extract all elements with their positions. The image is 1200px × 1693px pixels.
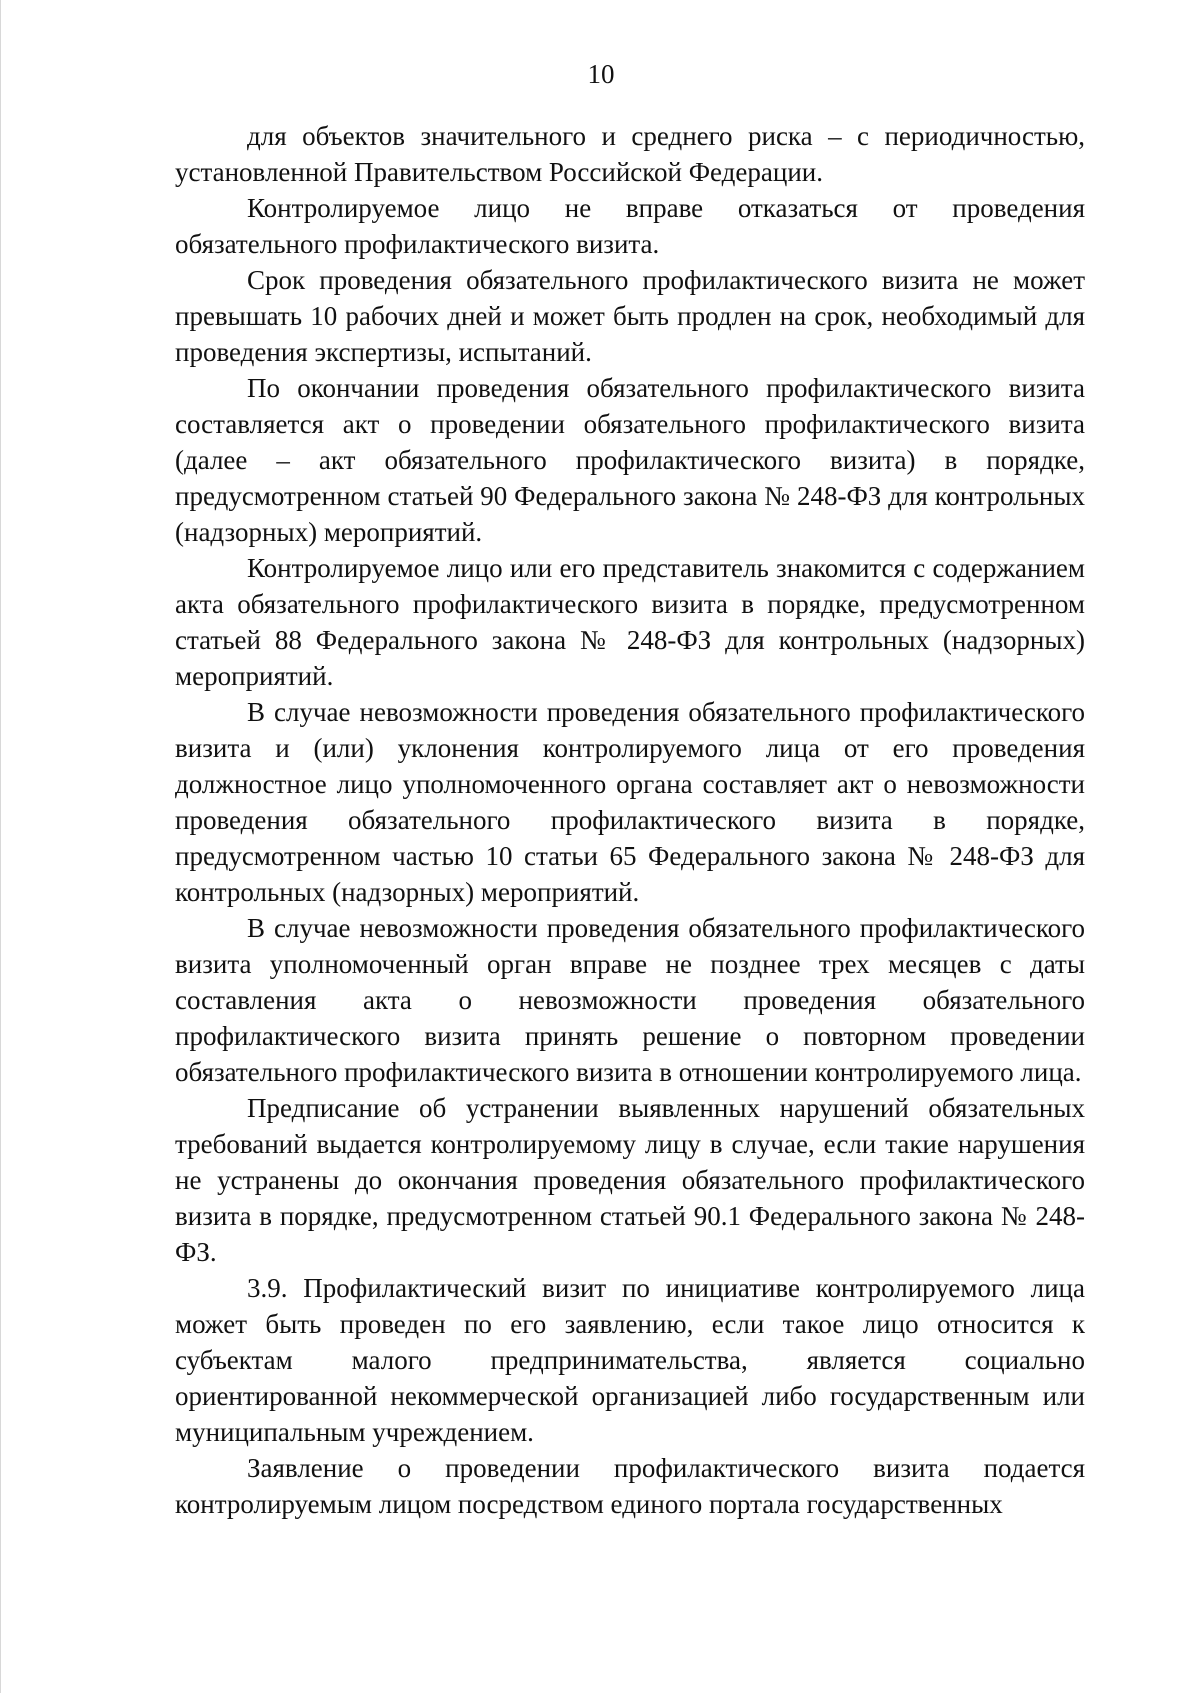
paragraph-objects-risk: для объектов значительного и среднего риска – с периодичностью, установленной Правительством Российской Федерации.	[175, 121, 1085, 187]
document-body	[175, 118, 1085, 1522]
paragraph-impossibility-act: В случае невозможности проведения обязательного профилактического визита и (или) уклонения контролируемого лица от его проведения должностное лицо уполномоченного органа составляет акт о невозможности проведения обязательного профилактического визита в порядке, предусмотренном частью 10 статьи 65 Федерального закона № 248-ФЗ для контрольных (надзорных) мероприятий.	[175, 697, 1085, 907]
paragraph-visit-act: По окончании проведения обязательного профилактического визита составляется акт о проведении обязательного профилактического визита (далее – акт обязательного профилактического визита) в порядке, предусмотренном статьей 90 Федерального закона № 248-ФЗ для контрольных (надзорных) мероприятий.	[175, 373, 1085, 547]
page-number: 10	[587, 59, 615, 89]
paragraph-application: Заявление о проведении профилактического визита подается контролируемым лицом посредством единого портала государственных	[175, 1453, 1085, 1519]
paragraph-visit-duration: Срок проведения обязательного профилактического визита не может превышать 10 рабочих дней и может быть продлен на срок, необходимый для проведения экспертизы, испытаний.	[175, 265, 1085, 367]
paragraph-act-familiarization: Контролируемое лицо или его представитель знакомится с содержанием акта обязательного профилактического визита в порядке, предусмотренном статьей 88 Федерального закона № 248-ФЗ для контрольных (надзорных) мероприятий.	[175, 553, 1085, 691]
paragraph-repeat-visit: В случае невозможности проведения обязательного профилактического визита уполномоченный орган вправе не позднее трех месяцев с даты составления акта о невозможности проведения обязательного профилактического визита принять решение о повторном проведении обязательного профилактического визита в отношении контролируемого лица.	[175, 913, 1085, 1087]
paragraph-prescription: Предписание об устранении выявленных нарушений обязательных требований выдается контролируемому лицу в случае, если такие нарушения не устранены до окончания проведения обязательного профилактического визита в порядке, предусмотренном статьей 90.1 Федерального закона № 248-ФЗ.	[175, 1093, 1085, 1267]
paragraph-section-3-9: 3.9. Профилактический визит по инициативе контролируемого лица может быть проведен по его заявлению, если такое лицо относится к субъектам малого предпринимательства, является социально ориентированной некоммерческой организацией либо государственным или муниципальным учреждением.	[175, 1273, 1085, 1447]
paragraph-no-refusal: Контролируемое лицо не вправе отказаться от проведения обязательного профилактического визита.	[175, 193, 1085, 259]
